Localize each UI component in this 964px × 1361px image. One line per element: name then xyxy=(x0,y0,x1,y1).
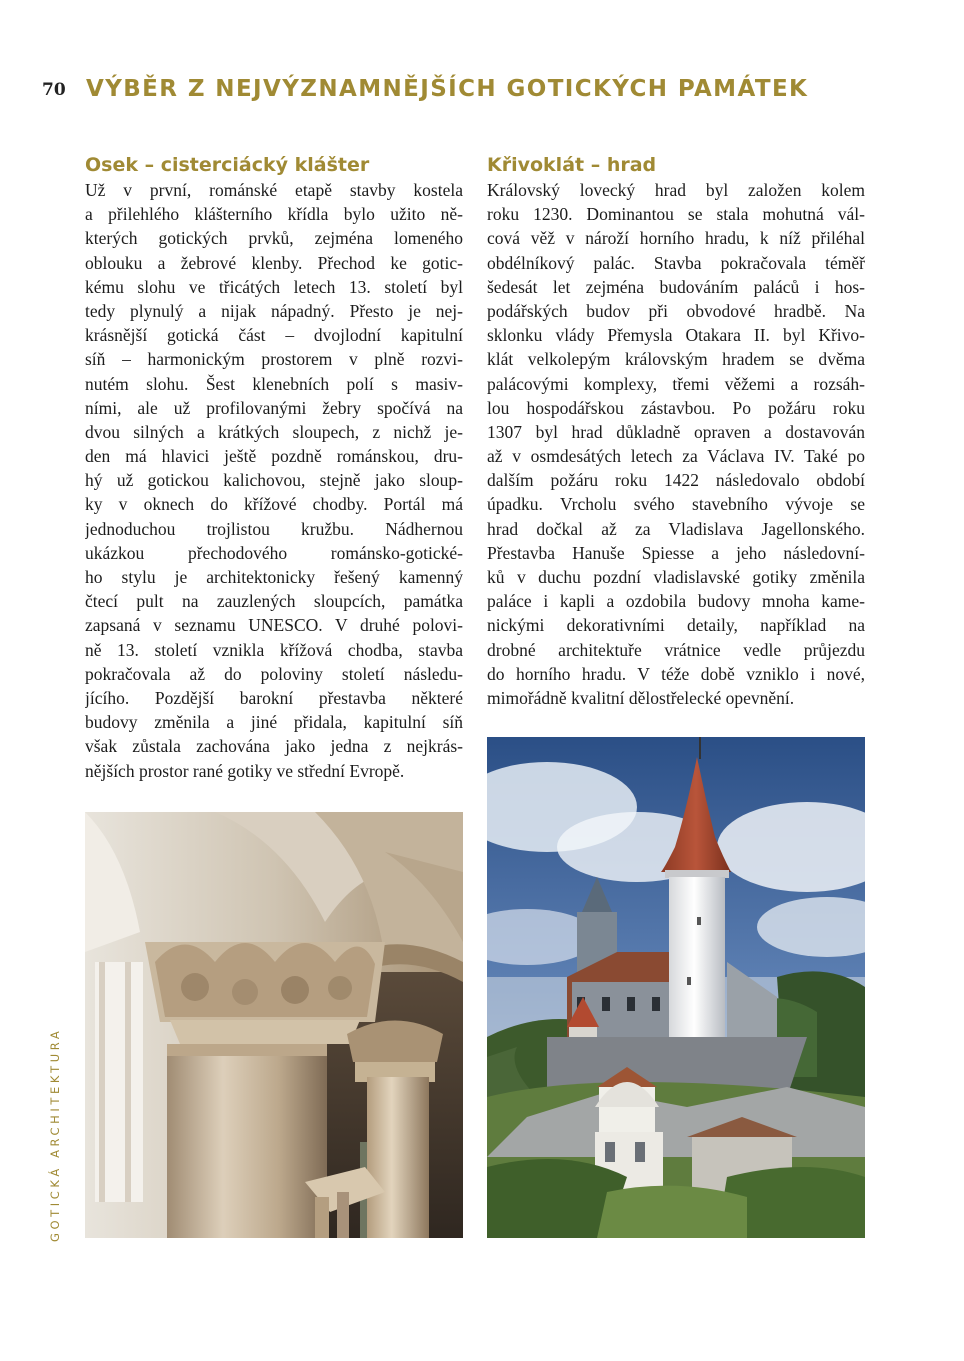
text-line: nickými dekorativními detaily, například na xyxy=(487,615,865,636)
text-line: krásnější gotická část – dvojlodní kapitulní xyxy=(85,325,463,346)
section-body-krivoklat xyxy=(487,178,865,710)
text-line: palácovými komplexy, třemi věžemi a rozsáh- xyxy=(487,373,865,394)
text-line: až v osmdesátých letech za Václava IV. Také po xyxy=(487,446,865,467)
text-line: nutém slohu. Šest klenebních polí s masiv- xyxy=(85,373,463,394)
text-line: tedy plynulý a nijak nápadný. Přesto je nej- xyxy=(85,300,463,321)
text-line: paláce i kapli a ozdobila budovy mnoha kame- xyxy=(487,591,865,612)
text-line: zapsaná v seznamu UNESCO. V druhé polovi- xyxy=(85,615,463,636)
section-body-osek xyxy=(85,178,463,783)
text-line: lou hospodářskou zástavbou. Po požáru roku xyxy=(487,397,865,418)
text-line: dalším požáru roku 1422 následovalo období xyxy=(487,470,865,491)
text-line: drobné architektuře vrátnice vedle průjezdu xyxy=(487,639,865,660)
text-line: ukázkou přechodového románsko-gotické- xyxy=(85,542,463,563)
text-line: Přestavba Hanuše Spiesse a jeho následovní- xyxy=(487,542,865,563)
text-line: síň – harmonickým prostorem v plně rozvi- xyxy=(85,349,463,370)
text-line: roku 1230. Dominantou se stala mohutná vál- xyxy=(487,204,865,225)
text-line: jícího. Pozdější barokní přestavba některé xyxy=(85,687,463,708)
text-line: ky v oknech do křížové chodby. Portál má xyxy=(85,494,463,515)
section-krivoklat xyxy=(487,152,865,710)
text-line: ků v duchu pozdní vladislavské gotiky změnila xyxy=(487,567,865,587)
text-line: den má hlavici ještě pozdně románskou, dru- xyxy=(85,446,463,467)
text-line: čtecí pult na zauzlených sloupcích, památka xyxy=(85,591,463,612)
text-line: kému slohu ve třicátých letech 13. století byl xyxy=(85,276,463,297)
osek-chapter-hall-photo xyxy=(85,812,463,1238)
text-line: šedesát let zejména budováním paláců i hos- xyxy=(487,276,865,297)
text-line: do horního hradu. V téže době vzniklo i nové, xyxy=(487,663,865,684)
text-line: ně 13. století vznikla křížová chodba, stavba xyxy=(85,639,463,660)
text-line: hý už gotickou kalichovou, stejně jako sloup- xyxy=(85,470,463,491)
text-line: budovy změnila a jiné přidala, kapitulní síň xyxy=(85,712,463,733)
text-line: Už v první, románské etapě stavby kostela xyxy=(85,180,463,200)
text-line: ními, ale už profilovanými žebry spočívá na xyxy=(85,397,463,418)
text-line: nějších prostor rané gotiky ve střední Evropě. xyxy=(85,760,405,781)
text-line: podářských budov při obvodové hradbě. Na xyxy=(487,300,865,321)
text-line: dvou silných a krátkých sloupech, z nichž je- xyxy=(85,421,463,442)
chapter-title: VÝBĚR Z NEJVÝZNAMNĚJŠÍCH GOTICKÝCH PAMÁTEK xyxy=(86,76,809,102)
text-line: úpadku. Vrcholu svého stavebního vývoje se xyxy=(487,494,865,515)
text-line: kterých gotických prvků, zejména lomeného xyxy=(85,228,463,249)
section-osek xyxy=(85,152,463,783)
side-running-label: GOTICKÁ ARCHITEKTURA xyxy=(48,1027,62,1242)
text-line: však zůstala zachována jako jedna z nejkrás- xyxy=(85,736,463,757)
text-line: 1307 byl hrad důkladně opraven a dostavován xyxy=(487,421,865,442)
text-line: mimořádně kvalitní dělostřelecké opevnění. xyxy=(487,687,795,708)
text-line: pokračovala až do poloviny století následu- xyxy=(85,663,463,684)
page-number: 70 xyxy=(42,80,66,100)
krivoklat-castle-photo xyxy=(487,737,865,1238)
text-line: a přilehlého klášterního křídla bylo užito ně- xyxy=(85,204,463,225)
section-heading-osek: Osek – cisterciácký klášter xyxy=(85,154,370,176)
section-heading-krivoklat: Křivoklát – hrad xyxy=(487,154,657,176)
text-line: hrad dočkal až za Vladislava Jagellonského. xyxy=(487,518,865,539)
text-line: ho stylu je architektonicky řešený kamenný xyxy=(85,567,463,587)
text-line: cová věž v nároží horního hradu, k níž přiléhal xyxy=(487,228,865,249)
text-line: jednoduchou trojlistou kružbu. Nádhernou xyxy=(85,518,463,539)
text-line: sklonku vlády Přemysla Otakara II. byl Křivo- xyxy=(487,325,865,346)
text-line: klát velkolepým královským hradem se dvěma xyxy=(487,349,865,370)
text-line: Královský lovecký hrad byl založen kolem xyxy=(487,180,865,200)
text-line: obdélníkový palác. Stavba pokračovala téměř xyxy=(487,252,865,273)
text-line: oblouku a žebrové klenby. Přechod ke gotic- xyxy=(85,252,463,273)
